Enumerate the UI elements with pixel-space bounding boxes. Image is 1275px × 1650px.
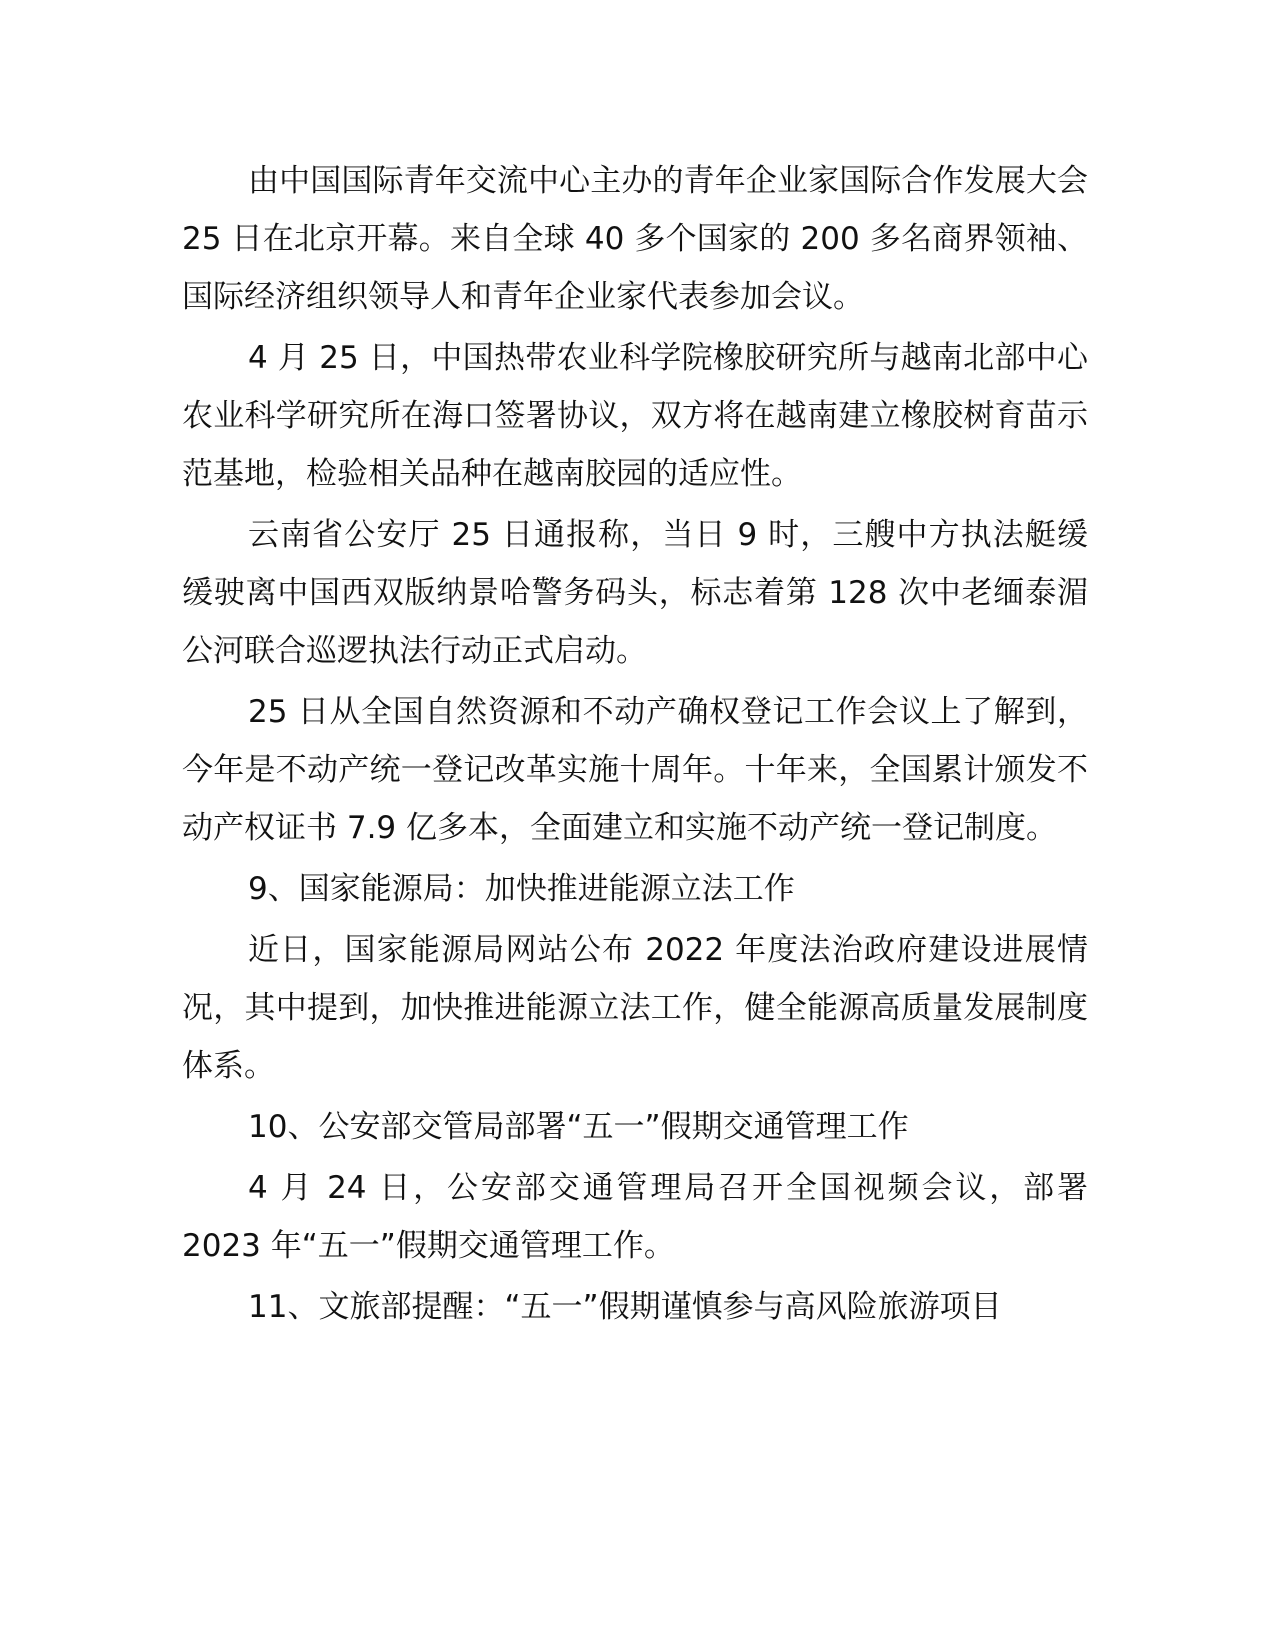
- paragraph-traffic-management: 4 月 24 日，公安部交通管理局召开全国视频会议，部署 2023 年“五一”假期交通管理工作。: [182, 1170, 1088, 1264]
- paragraph-mekong-patrol: 云南省公安厅 25 日通报称，当日 9 时，三艘中方执法艇缓缓驶离中国西双版纳景哈警务码头，标志着第 128 次中老缅泰湄公河联合巡逻执法行动正式启动。: [182, 517, 1088, 669]
- heading-traffic-management: 10、公安部交管局部署“五一”假期交通管理工作: [248, 1109, 909, 1145]
- paragraph-rubber-institute: 4 月 25 日，中国热带农业科学院橡胶研究所与越南北部中心农业科学研究所在海口签署协议，双方将在越南建立橡胶树育苗示范基地，检验相关品种在越南胶园的适应性。: [182, 340, 1088, 492]
- heading-energy-legislation: 9、国家能源局：加快推进能源立法工作: [248, 871, 795, 907]
- document-body: [182, 152, 1088, 1339]
- paragraph-youth-entrepreneurs: 由中国国际青年交流中心主办的青年企业家国际合作发展大会 25 日在北京开幕。来自全球 40 多个国家的 200 多名商界领袖、国际经济组织领导人和青年企业家代表参加会议。: [182, 163, 1088, 315]
- paragraph-real-estate-registration: 25 日从全国自然资源和不动产确权登记工作会议上了解到，今年是不动产统一登记改革实施十周年。十年来，全国累计颁发不动产权证书 7.9 亿多本，全面建立和实施不动产统一登记制度。: [182, 694, 1088, 846]
- heading-tourism-warning: 11、文旅部提醒：“五一”假期谨慎参与高风险旅游项目: [248, 1289, 1002, 1325]
- paragraph-energy-legislation: 近日，国家能源局网站公布 2022 年度法治政府建设进展情况，其中提到，加快推进能源立法工作，健全能源高质量发展制度体系。: [182, 932, 1088, 1084]
